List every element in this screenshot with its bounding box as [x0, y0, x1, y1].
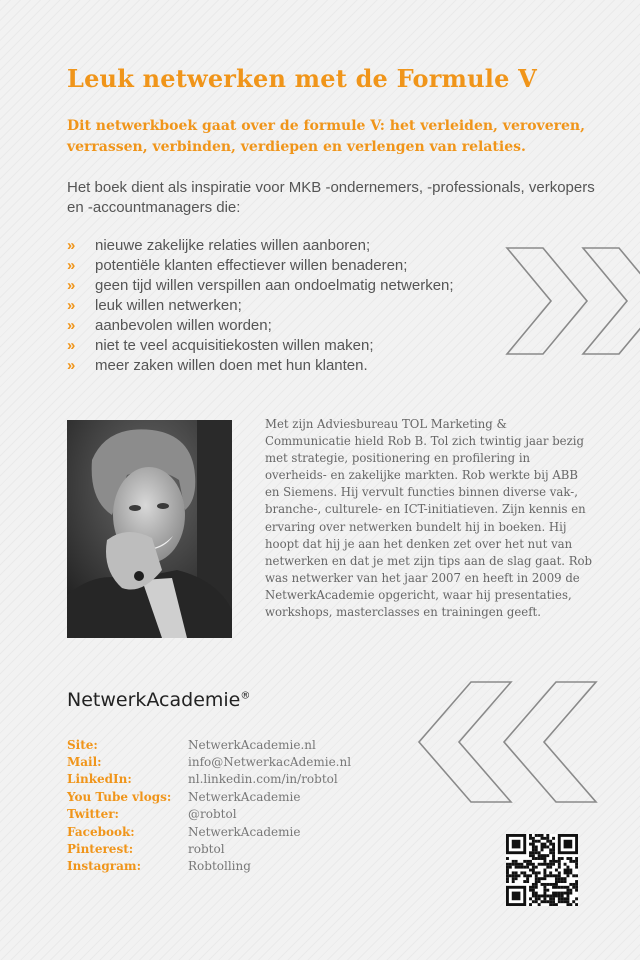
- list-item: [67, 296, 454, 316]
- contact-row-youtube: [67, 788, 351, 805]
- list-item-text: geen tijd willen verspillen aan ondoelmatig netwerken;: [95, 277, 454, 294]
- double-chevron-icon: »: [67, 357, 76, 374]
- list-item: [67, 276, 454, 296]
- double-chevron-icon: »: [67, 297, 76, 314]
- intro-text: Dit netwerkboek gaat over de formule V: het verleiden, veroveren, verrassen, verbinden, verdiepen en verlengen van relaties.: [67, 118, 585, 155]
- youtube-link[interactable]: NetwerkAcademie: [188, 789, 301, 804]
- chevron-left-outline-icon: [416, 680, 606, 805]
- list-item-text: nieuwe zakelijke relaties willen aanboren;: [95, 237, 371, 254]
- double-chevron-icon: »: [67, 257, 76, 274]
- contact-label: Pinterest:: [67, 842, 134, 857]
- contact-row-facebook: [67, 823, 351, 840]
- page-title: Leuk netwerken met de Formule V: [67, 64, 537, 93]
- double-chevron-icon: »: [67, 277, 76, 294]
- contact-label: Site:: [67, 737, 98, 752]
- contact-label: LinkedIn:: [67, 772, 132, 787]
- list-item-text: aanbevolen willen worden;: [95, 317, 272, 334]
- contact-row-instagram: [67, 858, 351, 875]
- list-item: [67, 236, 454, 256]
- contact-row-linkedin: [67, 771, 351, 788]
- list-item: [67, 256, 454, 276]
- contact-list: [67, 736, 351, 875]
- list-item-text: potentiële klanten effectiever willen benaderen;: [95, 257, 408, 274]
- author-photo: [67, 420, 232, 638]
- linkedin-link[interactable]: nl.linkedin.com/in/robtol: [188, 772, 338, 787]
- double-chevron-icon: »: [67, 337, 76, 354]
- twitter-link[interactable]: @robtol: [188, 807, 237, 822]
- facebook-link[interactable]: NetwerkAcademie: [188, 824, 301, 839]
- list-item: [67, 316, 454, 336]
- contact-row-twitter: [67, 806, 351, 823]
- registered-mark: ®: [240, 690, 251, 702]
- brand-name: [67, 689, 250, 711]
- list-item-text: meer zaken willen doen met hun klanten.: [95, 357, 368, 374]
- contact-label: Twitter:: [67, 807, 119, 822]
- contact-row-site: [67, 736, 351, 753]
- contact-label: You Tube vlogs:: [67, 789, 172, 804]
- double-chevron-icon: »: [67, 237, 76, 254]
- pinterest-link[interactable]: robtol: [188, 842, 225, 857]
- contact-label: Instagram:: [67, 859, 142, 874]
- brand-name-text: NetwerkAcademie: [67, 689, 241, 711]
- list-item-text: leuk willen netwerken;: [95, 297, 242, 314]
- chevron-right-outline-icon: [505, 246, 640, 356]
- instagram-link[interactable]: Robtolling: [188, 859, 251, 874]
- double-chevron-icon: »: [67, 317, 76, 334]
- list-item-text: niet te veel acquisitiekosten willen maken;: [95, 337, 374, 354]
- author-bio: Met zijn Adviesbureau TOL Marketing & Communicatie hield Rob B. Tol zich twintig jaar bezig met strategie, positionering en profilering in overheids- en zakelijke markten. Rob werkte bij ABB en Siemens. Hij vervult functies binnen diverse vak-, branche-, culturele- en ICT-initiatieven. Zijn kennis en ervaring over netwerken bundelt hij in boeken. Hij hoopt dat hij je aan het denken zet over het nut van netwerken en dat je met zijn tips aan de slag gaat. Rob was netwerker van het jaar 2007 en heeft in 2009 de NetwerkAcademie opgericht, waar hij presentaties, workshops, masterclasses en trainingen geeft.: [265, 417, 593, 620]
- list-item: [67, 356, 454, 376]
- audience-list: [67, 236, 454, 376]
- contact-row-mail: [67, 753, 351, 770]
- mail-link[interactable]: info@NetwerkacAdemie.nl: [188, 755, 352, 770]
- list-item: [67, 336, 454, 356]
- lead-text: Het boek dient als inspiratie voor MKB -ondernemers, -professionals, verkopers en -accountmanagers die:: [67, 179, 595, 216]
- site-link[interactable]: NetwerkAcademie.nl: [188, 737, 316, 752]
- contact-label: Facebook:: [67, 824, 135, 839]
- contact-label: Mail:: [67, 755, 102, 770]
- contact-row-pinterest: [67, 840, 351, 857]
- qr-code-icon[interactable]: [506, 834, 578, 906]
